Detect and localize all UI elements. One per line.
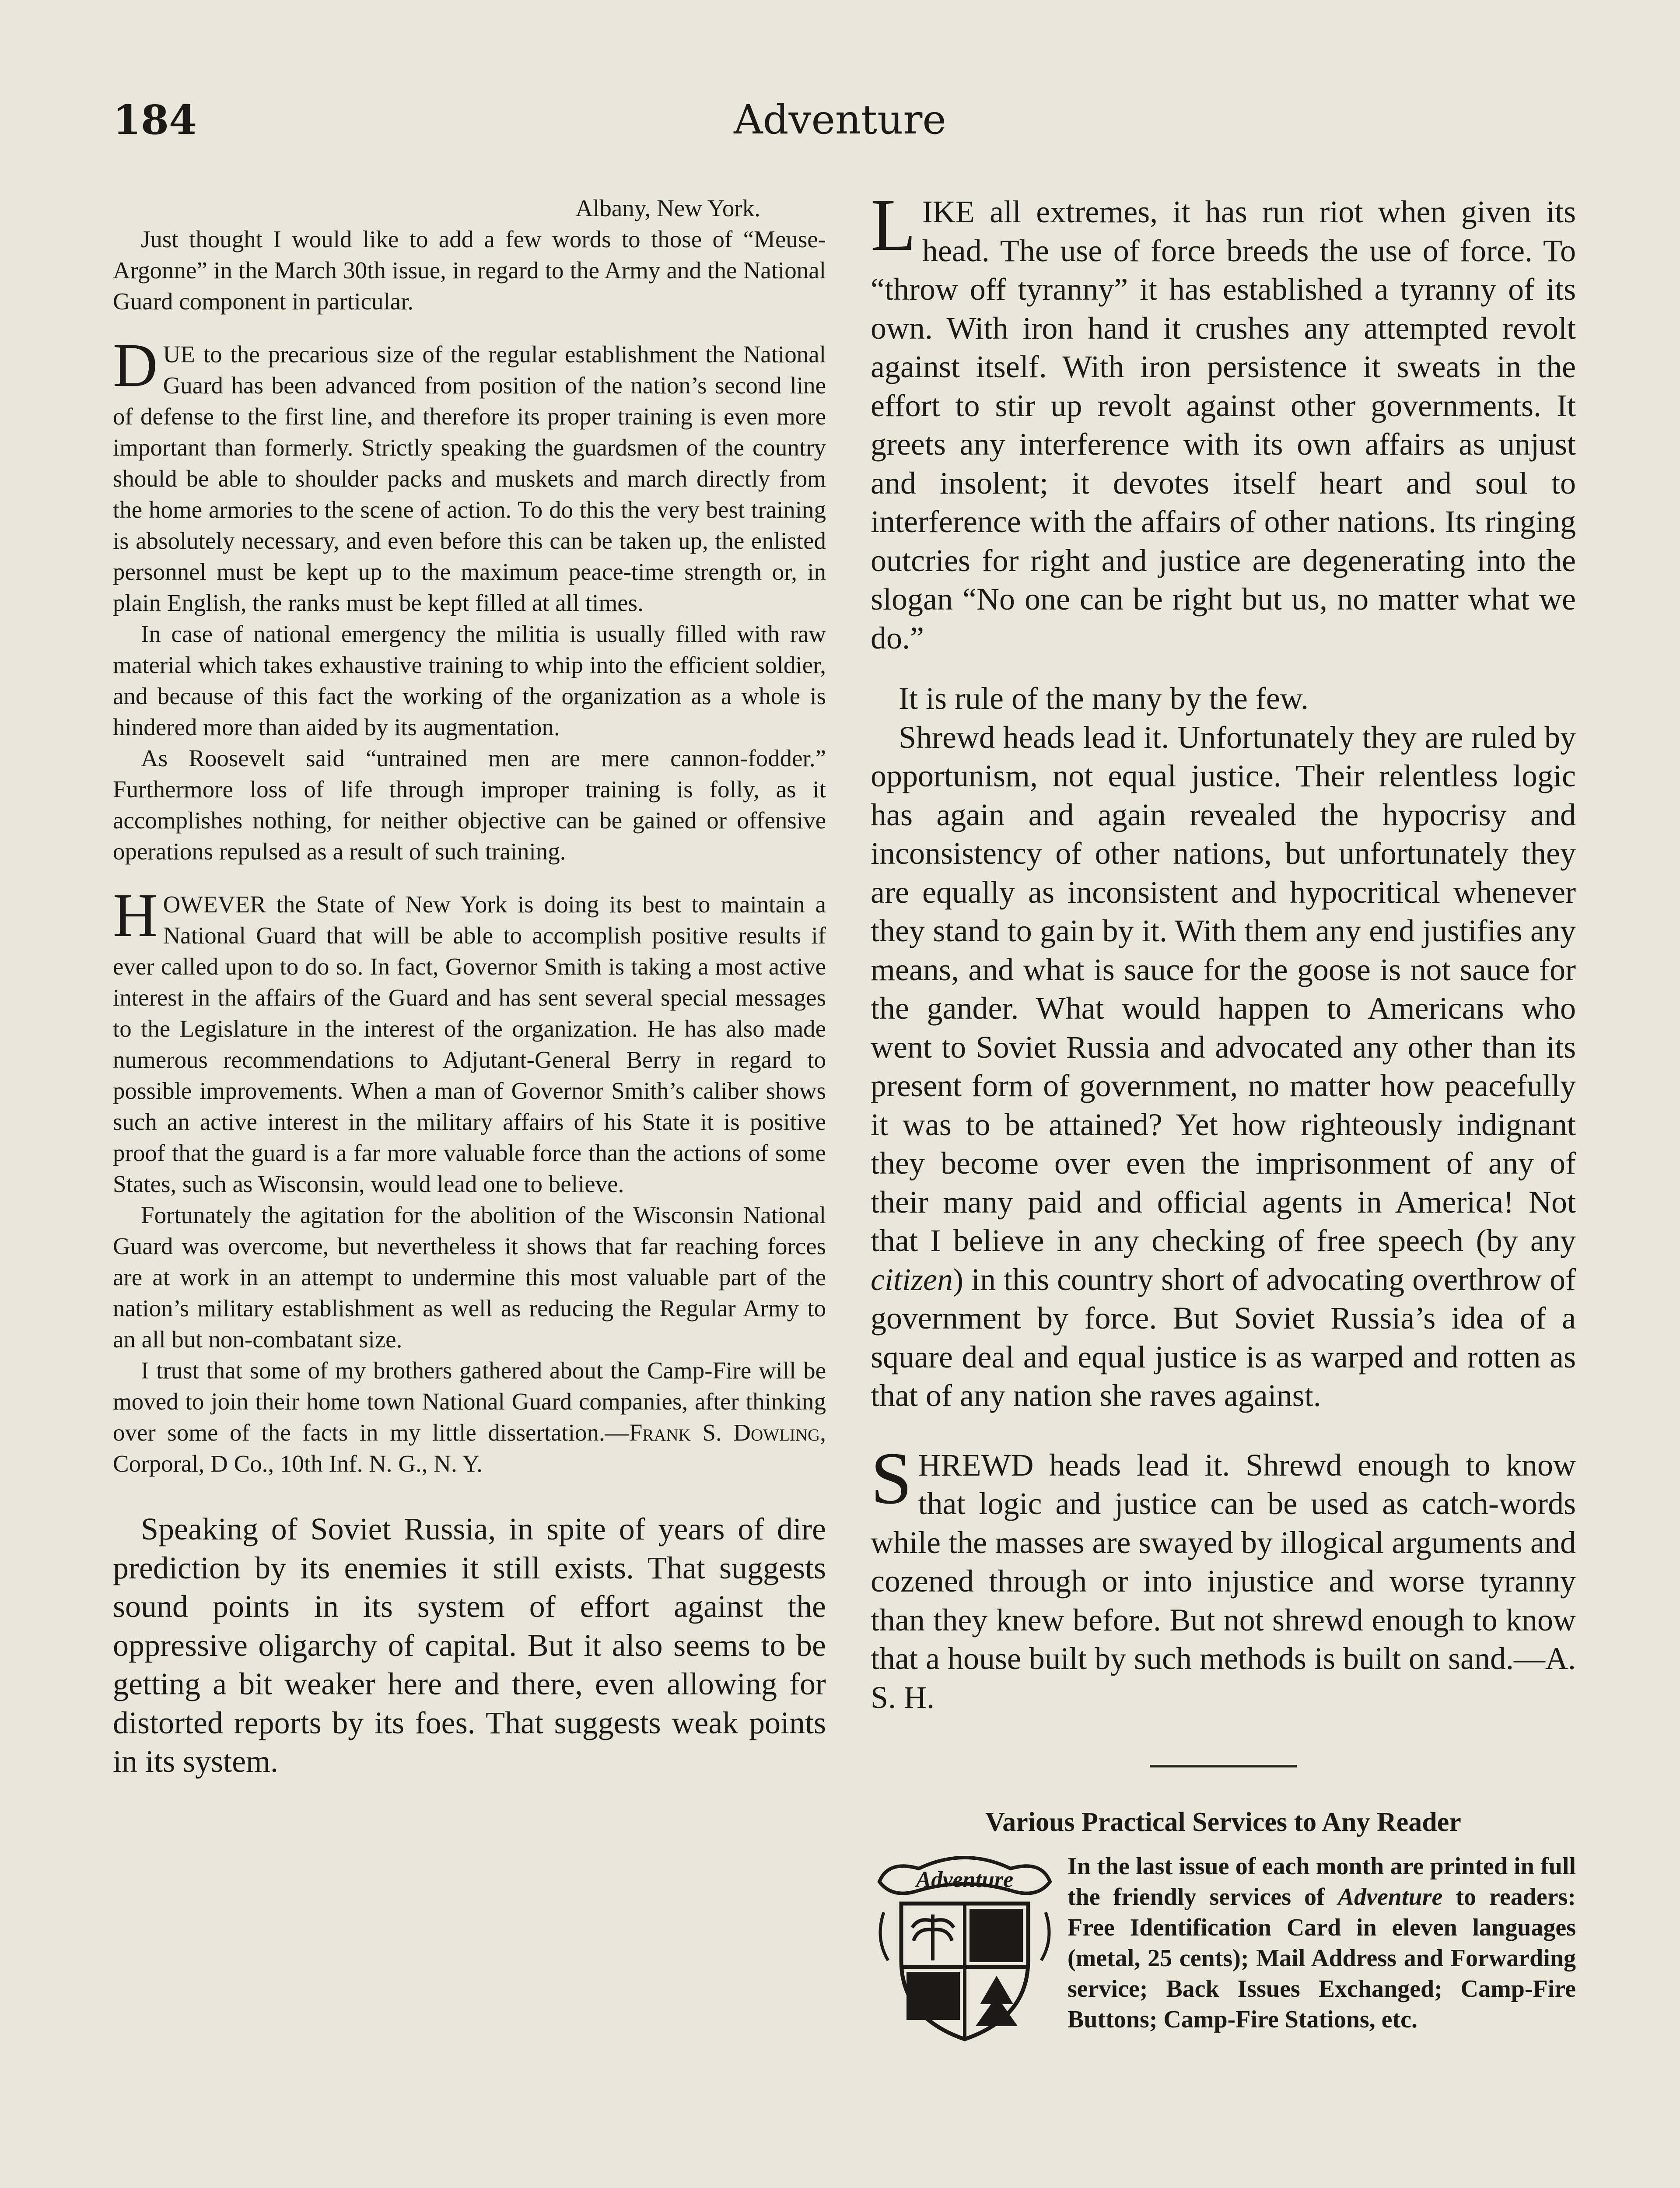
services-text-part: to readers: Free Identification Card in eleven languages (metal, 25 cents); Mail Address and Forwarding service; Back Issues Exchanged; Camp-Fire Buttons; Camp-Fire Stations, etc. bbox=[1068, 1883, 1576, 2033]
running-title: Adventure bbox=[734, 96, 946, 143]
page-header bbox=[0, 79, 1680, 166]
services-title: Various Practical Services to Any Reader bbox=[985, 1807, 1461, 1837]
paragraph-text: Shrewd heads lead it. Unfortunately they are ruled by opportunism, not equal justice. Their relentless logic has again and again revealed the hypocrisy and inconsistency of other nations, but unfortunately they are equally as inconsistent and hypocritical whenever they stand to gain by it. With them any end justifies any means, and what is sauce for the goose is not sauce for the gander. What would happen to Americans who went to Soviet Russia and advocated any other than its present form of government, no matter how peacefully it was to be attained? Yet how righteously indignant they become over even the imprisonment of any of their many paid and official agents in America! Not that I believe in any checking of free speech (by any bbox=[871, 719, 1576, 1258]
services-emphasis: Adventure bbox=[1337, 1883, 1443, 1911]
emphasis: citizen bbox=[871, 1262, 953, 1297]
editorial-paragraph bbox=[871, 718, 1576, 1415]
drop-cap: S bbox=[871, 1437, 912, 1519]
editorial-paragraph: Speaking of Soviet Russia, in spite of years of dire prediction by its enemies it still exists. That suggests sound points in its system of effort against the oppressive oligarchy of capital. But it also seems to be getting a bit weaker here and there, even allowing for distorted reports by its foes. That suggests weak points in its system. bbox=[113, 1511, 826, 1779]
editorial-paragraph: It is rule of the many by the few. bbox=[899, 681, 1309, 716]
paragraph-text: the State of New York is doing its best to maintain a National Guard that will be able to accomplish positive results if ever called upon to do so. In fact, Governor Smith is taking a most active interest in the affairs of the Guard and has sent several special messages to the Legislature in the interest of the organization. He has also made numerous recommendations to Adjutant-General Berry in regard to possible improvements. When a man of Governor Smith’s caliber shows such an active interest in the military affairs of his State it is positive proof that the guard is a far more valuable force than the actions of some States, such as Wisconsin, would lead one to believe. bbox=[113, 891, 826, 1197]
letter-paragraph: As Roosevelt said “untrained men are mere cannon-fodder.” Furthermore loss of life through improper training is folly, as it accomplishes nothing, for neither objective can be gained or offensive operations repulsed as a result of such training. bbox=[113, 745, 826, 865]
letter-paragraph bbox=[113, 330, 826, 618]
lead-caps: OWEVER bbox=[163, 891, 266, 918]
lead-caps: UE bbox=[163, 341, 195, 368]
letter-paragraph: In case of national emergency the militia is usually filled with raw material which takes exhaustive training to whip into the efficient soldier, and because of this fact the working of the organization as a whole is hindered more than aided by its augmentation. bbox=[113, 621, 826, 740]
editorial-paragraph bbox=[871, 1437, 1576, 1717]
letter-intro: Just thought I would like to add a few words to those of “Meuse-Argonne” in the March 30th issue, in regard to the Army and the National Guard component in particular. bbox=[113, 226, 826, 315]
section-divider bbox=[1150, 1765, 1297, 1767]
drop-cap: L bbox=[871, 184, 916, 266]
paragraph-text: to the precarious size of the regular establishment the National Guard has been advanced from position of the nation’s second line of defense to the first line, and therefore its proper training is even more important than formerly. Strictly speaking the guardsmen of the country should be able to shoulder packs and muskets and march directly from the home armories to the scene of action. To do this the very best training is absolutely necessary, and even before this can be taken up, the enlisted personnel must be kept up to the maximum peace-time strength or, in plain English, the ranks must be kept filled at all times. bbox=[113, 341, 826, 616]
letter-paragraph bbox=[113, 880, 826, 1199]
drop-cap: H bbox=[113, 880, 158, 950]
paragraph-text: ) in this country short of advocating overthrow of government by force. But Soviet Russia’s idea of a square deal and equal justice is as warped and rotten as that of any nation she raves against. bbox=[871, 1262, 1576, 1413]
lead-caps: IKE bbox=[922, 194, 975, 229]
left-column bbox=[113, 193, 826, 1781]
page-number: 184 bbox=[113, 96, 197, 144]
letter-paragraph: Fortunately the agitation for the abolition of the Wisconsin National Guard was overcome, but nevertheless it shows that far reaching forces are at work in an attempt to undermine this most valuable part of the nation’s military establishment as well as reducing the Regular Army to an all but non-combatant size. bbox=[113, 1202, 826, 1353]
services-box bbox=[871, 1807, 1576, 2035]
badge-text: Adventure bbox=[916, 1867, 1014, 1892]
drop-cap: D bbox=[113, 330, 158, 400]
letter-place: Albany, New York. bbox=[575, 195, 760, 221]
paragraph-text: heads lead it. Shrewd enough to know that logic and justice can be used as catch-words while the masses are swayed by illogical arguments and cozened through or into injustice and worse tyranny than they knew before. But not shrewd enough to know that a house built by such methods is built on sand.—A. S. H. bbox=[871, 1447, 1576, 1715]
paragraph-text: I trust that some of my brothers gathered about the Camp-Fire will be moved to join their home town National Guard companies, after thinking over some of the facts in my little dissertation.— bbox=[113, 1357, 826, 1446]
signature-rest: , Corporal, D Co., 10th Inf. N. G., N. Y. bbox=[113, 1419, 826, 1477]
right-column bbox=[871, 184, 1576, 2044]
signature-name: Frank S. Dowling bbox=[629, 1419, 820, 1446]
editorial-paragraph bbox=[871, 184, 1576, 657]
lead-caps: HREWD bbox=[918, 1447, 1034, 1483]
letter-paragraph bbox=[113, 1355, 826, 1479]
paragraph-text: all extremes, it has run riot when given its head. The use of force breeds the use of force. To “throw off tyranny” it has established a tyranny of its own. With iron hand it crushes any attempted revolt against itself. With iron persistence it sweats in the effort to stir up revolt against other governments. It greets any interference with its own affairs as unjust and insolent; it devotes itself heart and soul to interference with the affairs of other nations. Its ringing outcries for right and justice are degenerating into the slogan “No one can be right but us, no matter what we do.” bbox=[871, 194, 1576, 656]
adventure-badge-icon bbox=[871, 1851, 1059, 2044]
services-text-part: In the last issue of each month are printed in full the friendly services of bbox=[1068, 1853, 1576, 1911]
